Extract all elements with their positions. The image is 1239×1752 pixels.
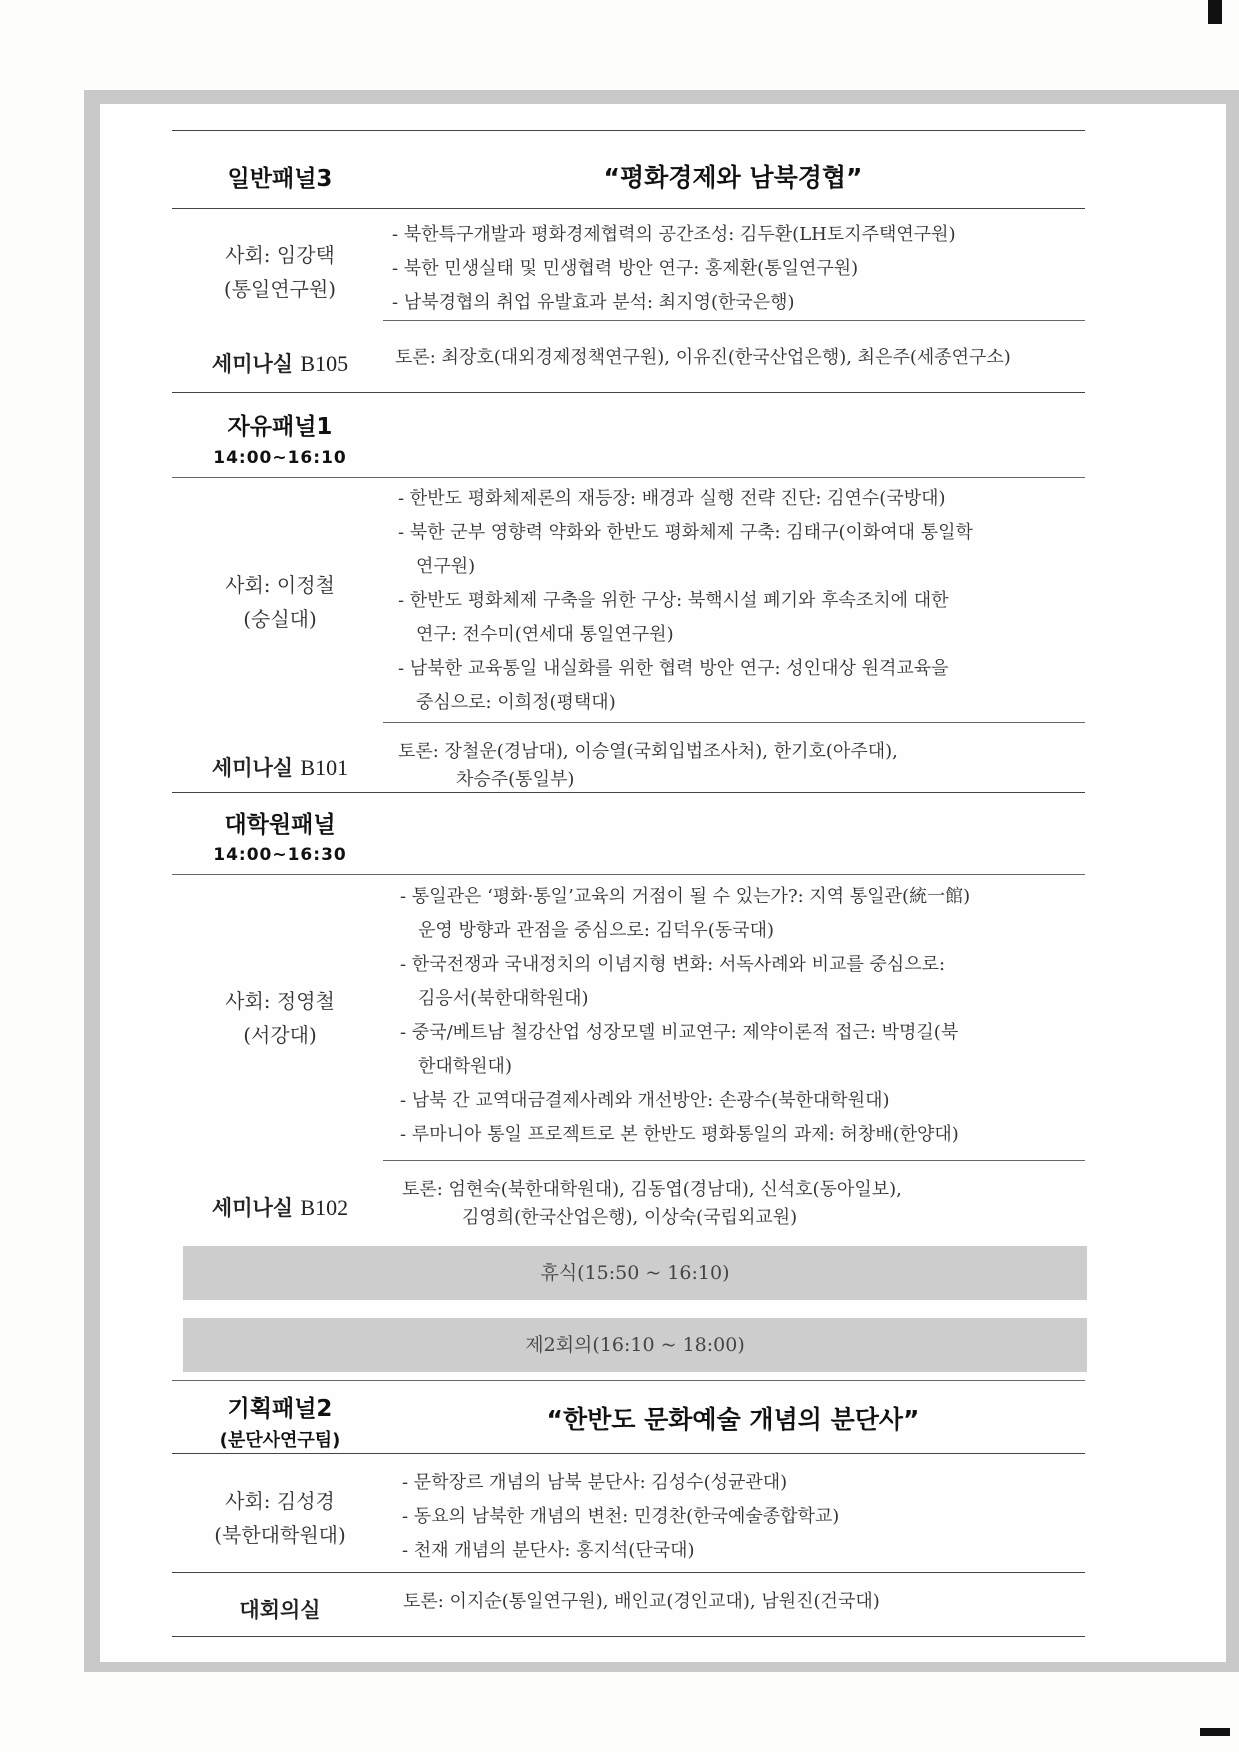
panel1-room	[180, 348, 380, 378]
panel3-room-no: B102	[300, 1195, 349, 1220]
panel2-item-4-cont: 중심으로: 이희정(평택대)	[416, 692, 616, 713]
panel2-name: 자유패널1	[227, 414, 333, 440]
panel3-item-1-cont: 운영 방향과 관점을 중심으로: 김덕우(동국대)	[418, 920, 774, 941]
rule-top	[172, 130, 1085, 131]
panel2-items	[398, 482, 1093, 720]
panel3-discussion-1: 토론: 엄현숙(북한대학원대), 김동엽(경남대), 신석호(동아일보),	[402, 1179, 902, 1200]
panel2-item-4: - 남북한 교육통일 내실화를 위한 협력 방안 연구: 성인대상 원격교육을	[398, 658, 949, 679]
panel2-chair	[180, 568, 380, 636]
panel1-room-no: B105	[300, 351, 349, 376]
panel4-room: 대회의실	[239, 1597, 321, 1622]
rule-panel1-head	[172, 208, 1085, 209]
panel3-chair-org: (서강대)	[243, 1023, 317, 1047]
panel1-items	[392, 218, 1087, 320]
panel2-room-no: B101	[300, 755, 349, 780]
rule-panel2-end	[172, 792, 1085, 793]
panel1-item-3: - 남북경협의 취업 유발효과 분석: 최지영(한국은행)	[392, 292, 795, 313]
panel4-title: “한반도 문화예술 개념의 분단사”	[546, 1405, 920, 1434]
panel3-item-4: - 남북 간 교역대금결제사례와 개선방안: 손광수(북한대학원대)	[400, 1090, 890, 1111]
panel2-room-name: 세미나실	[211, 755, 294, 780]
panel1-room-name: 세미나실	[211, 351, 294, 376]
panel3-discussion	[402, 1176, 902, 1232]
panel4-chair-name: 사회: 김성경	[225, 1489, 335, 1513]
panel2-discussion-1: 토론: 장철운(경남대), 이승열(국회입법조사처), 한기호(아주대),	[398, 741, 898, 762]
break-rest: 휴식(15:50 ~ 16:10)	[183, 1246, 1087, 1300]
panel4-item-3: - 천재 개념의 분단사: 홍지석(단국대)	[402, 1540, 695, 1561]
panel4-items	[402, 1466, 1097, 1568]
panel4-chair-org: (북한대학원대)	[214, 1523, 346, 1547]
panel4-item-2: - 동요의 남북한 개념의 변천: 민경찬(한국예술종합학교)	[402, 1506, 840, 1527]
panel3-discussion-2: 김영희(한국산업은행), 이상숙(국립외교원)	[462, 1207, 798, 1228]
panel3-chair-name: 사회: 정영철	[225, 989, 335, 1013]
panel2-time: 14:00~16:10	[213, 448, 347, 468]
panel1-chair-name: 사회: 임강택	[225, 243, 335, 267]
edge-mark-bottom	[1200, 1728, 1230, 1736]
panel1-chair-org: (통일연구원)	[223, 277, 337, 301]
panel1-item-2: - 북한 민생실태 및 민생협력 방안 연구: 홍제환(통일연구원)	[392, 258, 859, 279]
panel3-item-5: - 루마니아 통일 프로젝트로 본 한반도 평화통일의 과제: 허창배(한양대)	[400, 1124, 959, 1145]
panel3-room	[180, 1192, 380, 1222]
panel4-item-1: - 문학장르 개념의 남북 분단사: 김성수(성균관대)	[402, 1472, 788, 1493]
rule-panel1-end	[172, 392, 1085, 393]
panel2-item-3-cont: 연구: 전수미(연세대 통일연구원)	[416, 624, 674, 645]
rule-panel2-head	[172, 477, 1085, 478]
panel2-item-2: - 북한 군부 영향력 약화와 한반도 평화체제 구축: 김태구(이화여대 통일학	[398, 522, 973, 543]
panel3-item-2: - 한국전쟁과 국내정치의 이념지형 변화: 서독사례와 비교를 중심으로:	[400, 954, 946, 975]
rule-panel1-items	[383, 320, 1085, 321]
panel2-room	[180, 752, 380, 782]
panel4-discussion	[403, 1588, 880, 1616]
panel2-chair-org: (숭실대)	[243, 607, 317, 631]
panel4-subname: (분단사연구팀)	[219, 1430, 341, 1451]
panel3-item-1: - 통일관은 ‘평화·통일’교육의 거점이 될 수 있는가?: 지역 통일관(統一館)	[400, 886, 971, 907]
panel1-discussion	[395, 344, 1011, 372]
panel4-name: 기획패널2	[227, 1396, 333, 1422]
panel2-item-1: - 한반도 평화체제론의 재등장: 배경과 실행 전략 진단: 김연수(국방대)	[398, 488, 946, 509]
rule-panel4-top	[172, 1380, 1085, 1381]
panel3-chair	[180, 984, 380, 1052]
panel1-item-1: - 북한특구개발과 평화경제협력의 공간조성: 김두환(LH토지주택연구원)	[392, 224, 956, 245]
panel2-chair-name: 사회: 이정철	[225, 573, 335, 597]
panel3-items	[400, 880, 1095, 1152]
panel4-discussion-1: 토론: 이지순(통일연구원), 배인교(경인교대), 남원진(건국대)	[403, 1591, 880, 1612]
panel4-chair	[180, 1484, 380, 1552]
rule-panel4-items	[172, 1572, 1085, 1573]
rule-panel2-items	[383, 722, 1085, 723]
panel2-item-2-cont: 연구원)	[416, 556, 476, 577]
panel2-discussion	[398, 738, 898, 794]
panel1-discussion-1: 토론: 최장호(대외경제정책연구원), 이유진(한국산업은행), 최은주(세종연구소)	[395, 347, 1011, 368]
rule-panel3-items	[383, 1160, 1085, 1161]
rule-panel3-head	[172, 874, 1085, 875]
panel3-room-name: 세미나실	[211, 1195, 294, 1220]
panel3-time: 14:00~16:30	[213, 845, 347, 865]
panel2-discussion-2: 차승주(통일부)	[456, 769, 575, 790]
rule-panel4-head	[172, 1453, 1085, 1454]
panel3-item-2-cont: 김응서(북한대학원대)	[418, 988, 589, 1009]
break-session2: 제2회의(16:10 ~ 18:00)	[183, 1318, 1087, 1372]
edge-mark-top	[1208, 0, 1222, 24]
panel3-item-3-cont: 한대학원대)	[418, 1056, 512, 1077]
panel2-item-3: - 한반도 평화체제 구축을 위한 구상: 북핵시설 폐기와 후속조치에 대한	[398, 590, 949, 611]
rule-bottom	[172, 1636, 1085, 1637]
panel3-item-3: - 중국/베트남 철강산업 성장모델 비교연구: 제약이론적 접근: 박명길(북	[400, 1022, 959, 1043]
panel1-chair	[180, 238, 380, 306]
panel3-name: 대학원패널	[224, 812, 336, 838]
panel1-title: “평화경제와 남북경협”	[603, 163, 863, 192]
panel1-name: 일반패널3	[227, 166, 333, 192]
